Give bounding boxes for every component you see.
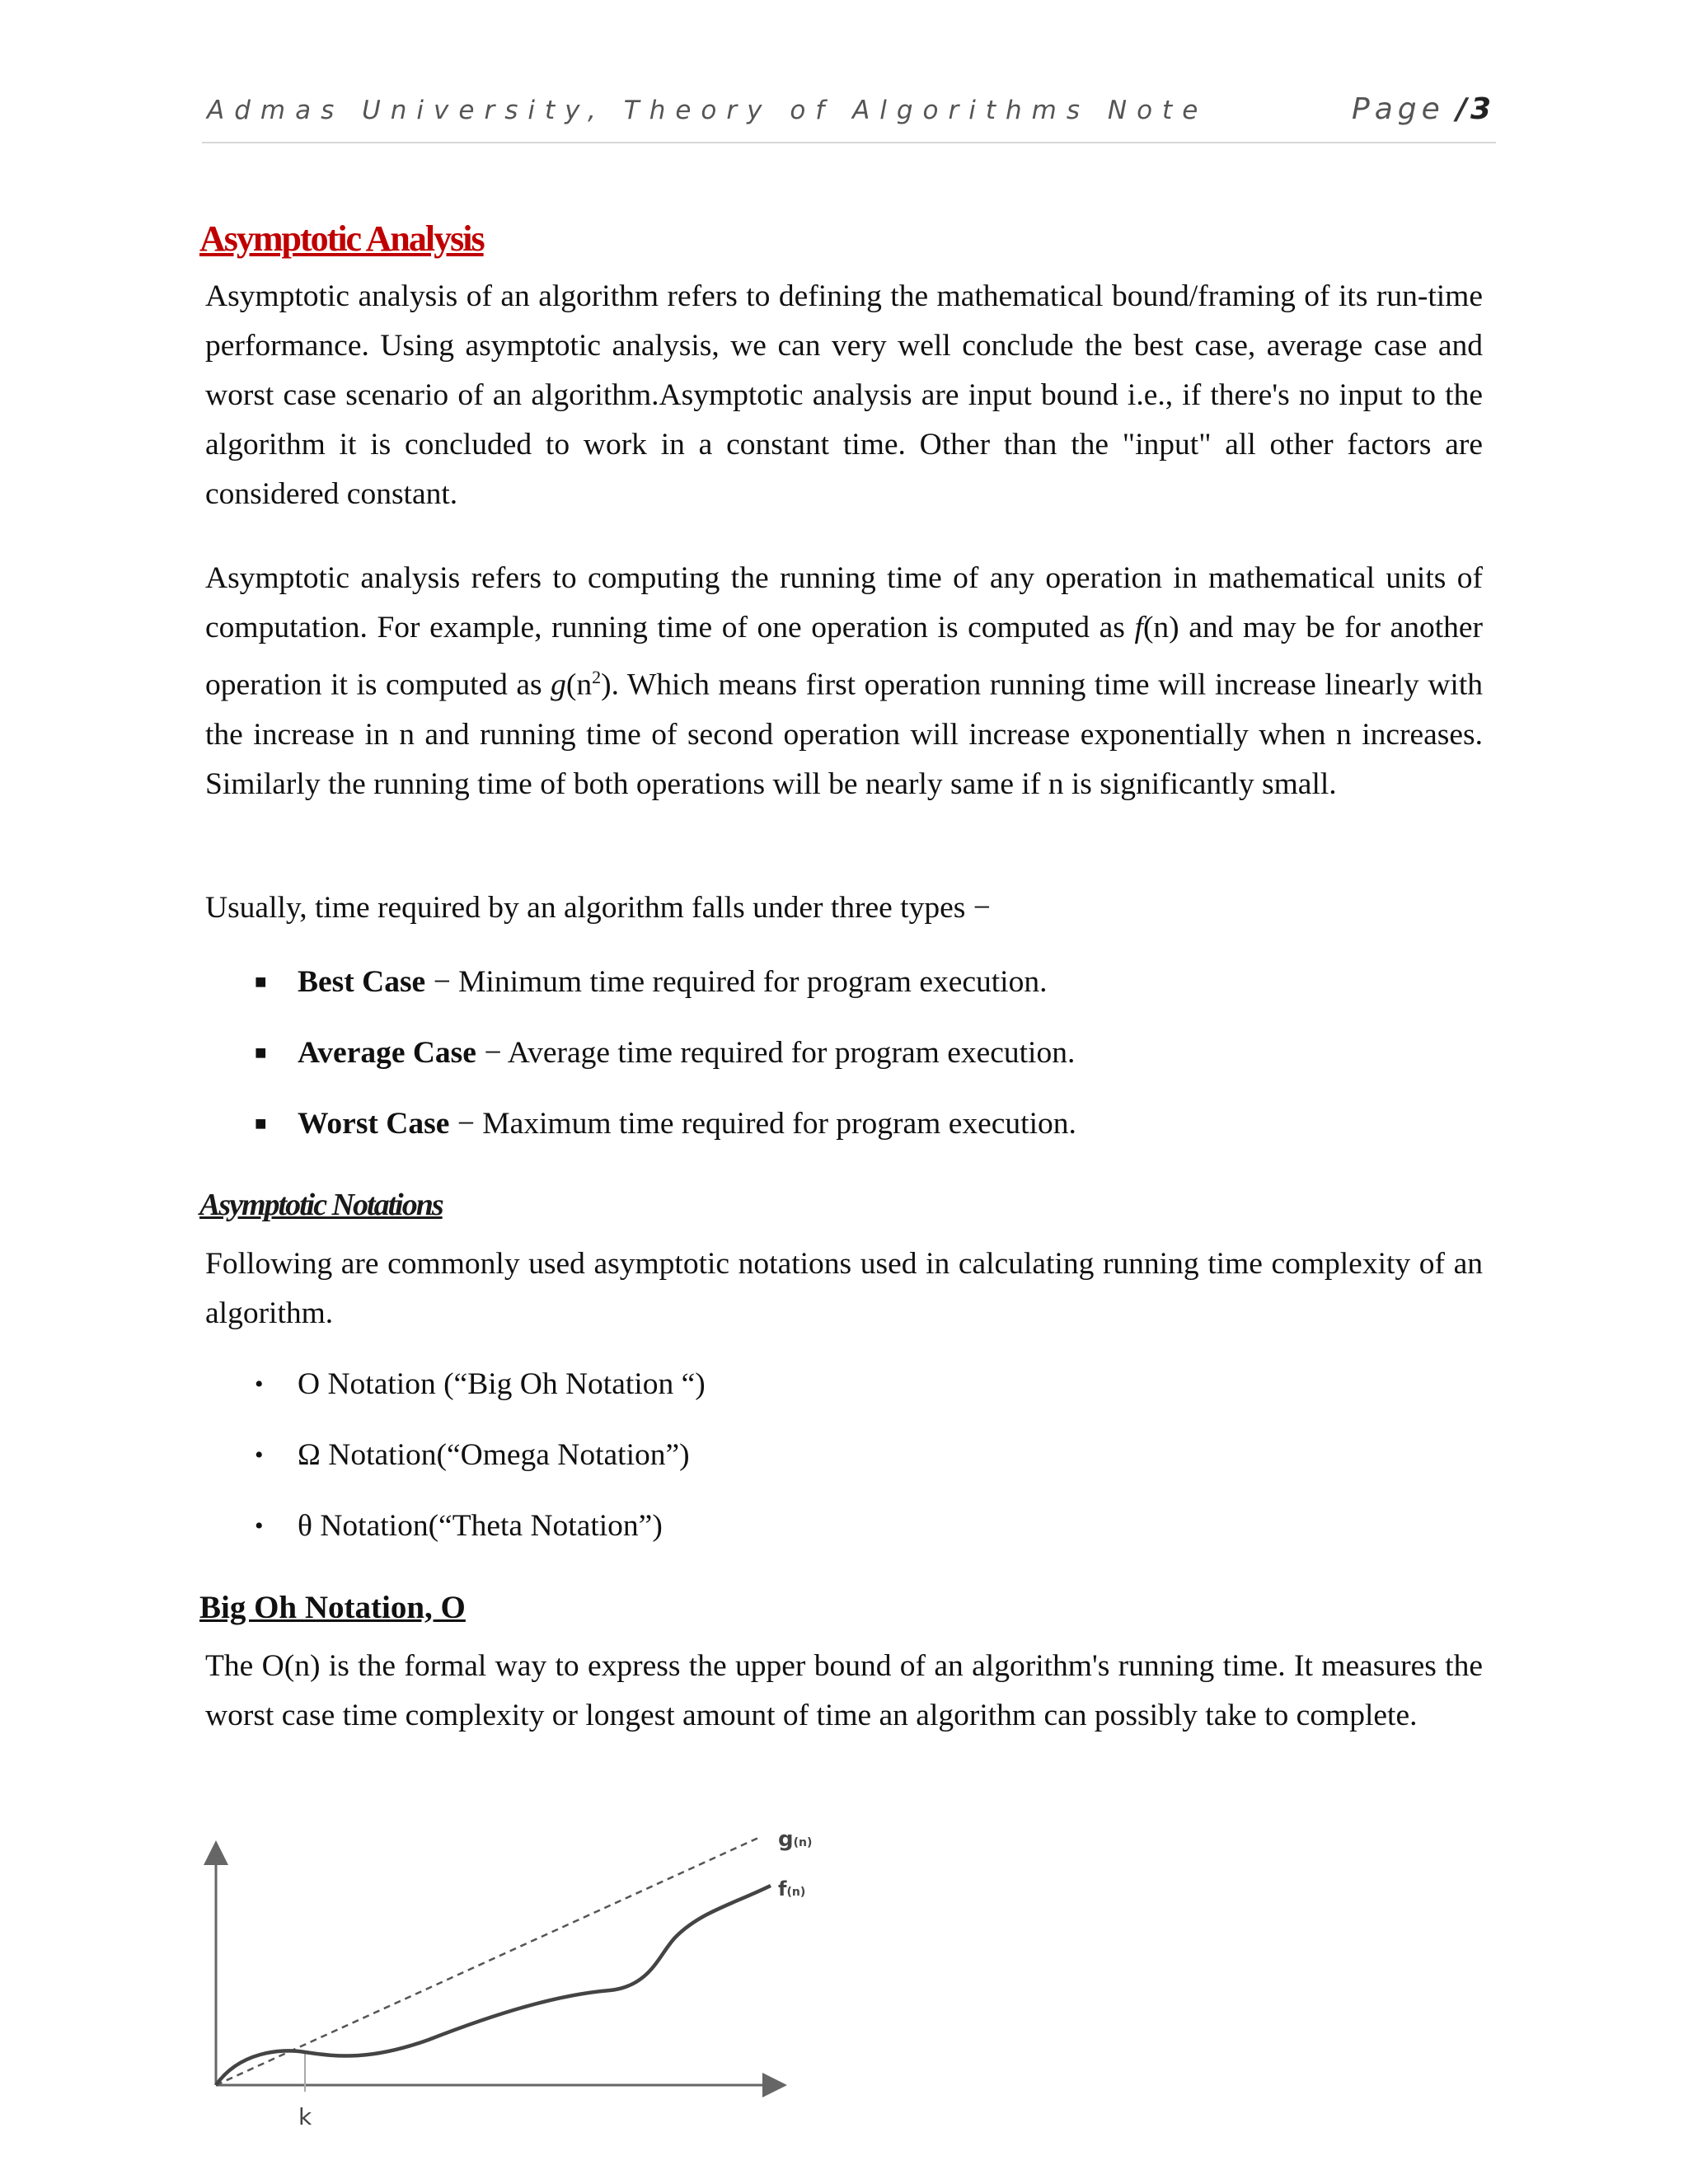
notation-label: Ω Notation(“Omega Notation”) — [298, 1438, 690, 1472]
heading-asymptotic-notations: Asymptotic Notations — [199, 1188, 443, 1222]
case-description: − Average time required for program execution. — [476, 1036, 1076, 1070]
page-header — [202, 92, 1496, 143]
square-bullet-icon: ■ — [255, 972, 267, 993]
g-label: g(n) — [778, 1827, 813, 1852]
paragraph-notations-intro: Following are commonly used asymptotic notations used in calculating running time complexity of an algorithm. — [205, 1247, 1483, 1330]
page-number-label — [1352, 92, 1491, 126]
notation-label: θ Notation(“Theta Notation”) — [298, 1509, 663, 1543]
paragraph-asymptotic-intro: Asymptotic analysis of an algorithm refers to defining the mathematical bound/framing of its run-time performance. Using asymptotic analysis, we can very well conclude the best case, average case and worst case scenario of an algorithm.Asymptotic analysis are input bound i.e., if there's no input to the algorithm it is concluded to work in a constant time. Other than the "input" all other factors are considered constant. — [205, 279, 1483, 511]
round-bullet-icon: • — [255, 1441, 264, 1469]
heading-big-oh: Big Oh Notation, O — [199, 1590, 466, 1625]
page-number: 3 — [1470, 92, 1491, 126]
k-label: k — [298, 2103, 312, 2130]
superscript-2: 2 — [592, 667, 602, 687]
case-description: − Maximum time required for program execution. — [449, 1107, 1076, 1141]
function-g: g — [551, 668, 566, 702]
square-bullet-icon: ■ — [255, 1113, 267, 1135]
case-term: Best Case — [298, 965, 426, 999]
round-bullet-icon: • — [255, 1512, 264, 1540]
f-label: f(n) — [778, 1877, 806, 1900]
case-term: Average Case — [298, 1036, 476, 1070]
square-bullet-icon: ■ — [255, 1043, 267, 1064]
page-label: Page — [1352, 92, 1445, 126]
notation-label: O Notation (“Big Oh Notation “) — [298, 1367, 706, 1401]
case-description: − Minimum time required for program execution. — [425, 965, 1048, 999]
paragraph-big-oh: The O(n) is the formal way to express the upper bound of an algorithm's running time. It measures the worst case time complexity or longest amount of time an algorithm can possibly take to complete. — [205, 1649, 1483, 1732]
heading-asymptotic-analysis: Asymptotic Analysis — [199, 218, 484, 259]
case-term: Worst Case — [298, 1107, 450, 1141]
g-curve — [216, 1838, 758, 2085]
round-bullet-icon: • — [255, 1371, 264, 1398]
types-intro: Usually, time required by an algorithm falls under three types − — [205, 891, 991, 925]
f-curve — [216, 1886, 771, 2085]
page-separator: / — [1456, 92, 1467, 126]
paragraph-running-time: Asymptotic analysis refers to computing the running time of any operation in mathematical units of computation. For example, running time of one operation is computed as f(n) and may be for another operation it is computed as $g(n^2)$. Which means first operation running time will increase linearly with the increase in n and running time of second operation will increase exponentially when n increases. Similarly the running time of both operations will be nearly same if n is significantly small. — [205, 561, 1484, 801]
function-f: f — [1134, 611, 1143, 644]
big-oh-graph — [190, 1813, 849, 2168]
header-title: Admas University, Theory of Algorithms Note — [207, 96, 1208, 125]
